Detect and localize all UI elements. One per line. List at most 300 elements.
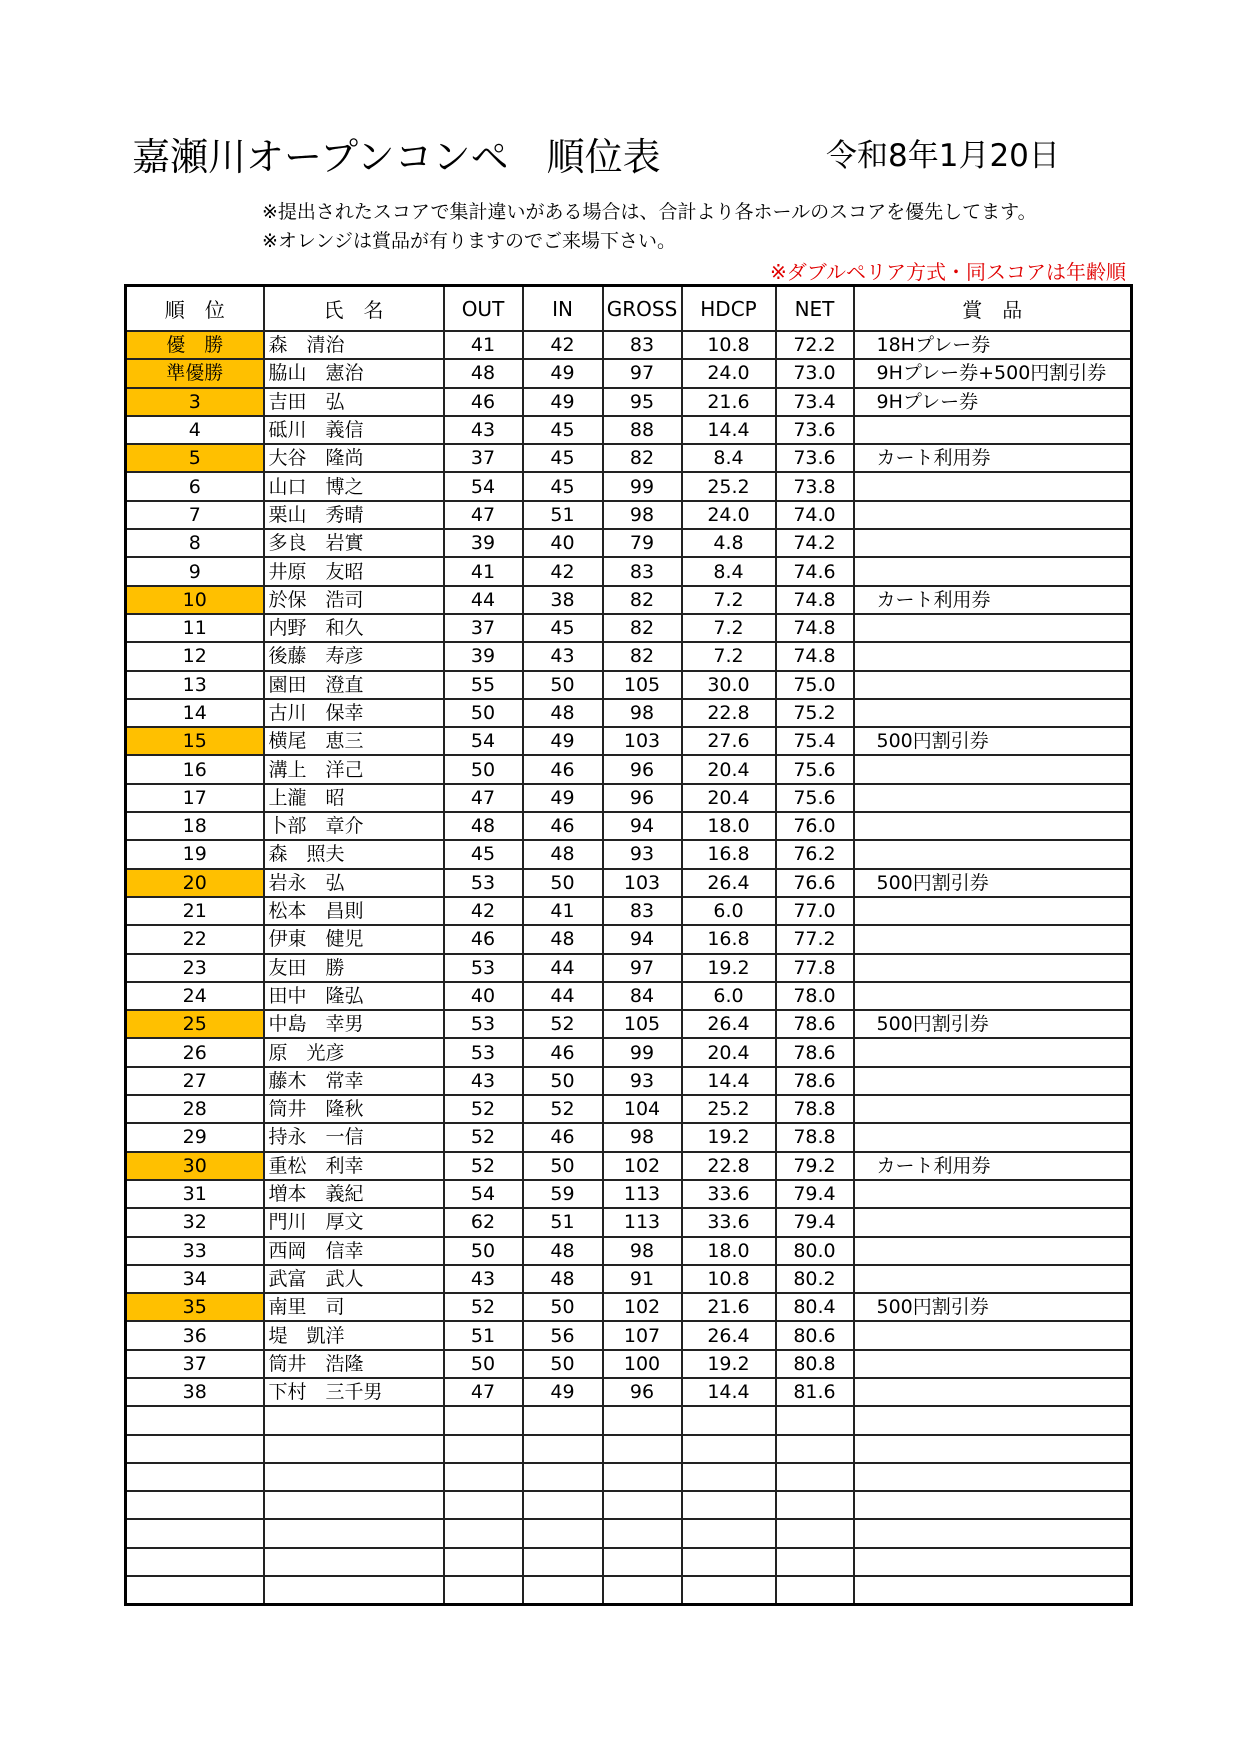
name-cell: 横尾 恵三 [264, 727, 444, 755]
gross-cell: 84 [603, 982, 682, 1010]
gross-cell: 91 [603, 1265, 682, 1293]
gross-cell: 95 [603, 388, 682, 416]
prize-cell [854, 614, 1132, 642]
prize-cell [854, 954, 1132, 982]
name-cell: 藤木 常幸 [264, 1067, 444, 1095]
prize-cell [854, 897, 1132, 925]
net-cell: 78.8 [776, 1123, 854, 1151]
col-header-net: NET [776, 286, 854, 332]
out-cell: 47 [444, 501, 523, 529]
name-cell: 卜部 章介 [264, 812, 444, 840]
prize-cell-empty [854, 1435, 1132, 1463]
hdcp-cell: 26.4 [682, 869, 776, 897]
net-cell: 78.6 [776, 1067, 854, 1095]
note-scoring-method: ※ダブルペリア方式・同スコアは年齢順 [770, 260, 1126, 284]
hdcp-cell: 33.6 [682, 1208, 776, 1236]
net-cell-empty [776, 1548, 854, 1576]
prize-cell: カート利用券 [854, 1152, 1132, 1180]
in-cell: 52 [523, 1095, 603, 1123]
rank-cell: 34 [126, 1265, 264, 1293]
gross-cell: 97 [603, 359, 682, 387]
out-cell: 47 [444, 784, 523, 812]
name-cell: 後藤 寿彦 [264, 642, 444, 670]
hdcp-cell: 14.4 [682, 1378, 776, 1406]
table-row [126, 699, 1132, 727]
out-cell-empty [444, 1435, 523, 1463]
out-cell: 54 [444, 472, 523, 500]
in-cell: 46 [523, 1038, 603, 1066]
prize-cell: 9Hプレー券+500円割引券 [854, 359, 1132, 387]
prize-cell: 500円割引券 [854, 1293, 1132, 1321]
in-cell: 48 [523, 925, 603, 953]
name-cell-empty [264, 1576, 444, 1605]
gross-cell: 104 [603, 1095, 682, 1123]
net-cell: 73.6 [776, 444, 854, 472]
in-cell: 49 [523, 359, 603, 387]
in-cell: 50 [523, 1152, 603, 1180]
in-cell: 45 [523, 444, 603, 472]
hdcp-cell: 14.4 [682, 416, 776, 444]
rank-cell: 27 [126, 1067, 264, 1095]
in-cell: 49 [523, 1378, 603, 1406]
table-row-empty [126, 1576, 1132, 1605]
net-cell: 78.6 [776, 1038, 854, 1066]
net-cell: 78.8 [776, 1095, 854, 1123]
hdcp-cell: 6.0 [682, 897, 776, 925]
table-row [126, 1038, 1132, 1066]
out-cell: 52 [444, 1095, 523, 1123]
note-orange-prize: ※オレンジは賞品が有りますのでご来場下さい。 [262, 230, 676, 252]
table-row [126, 727, 1132, 755]
hdcp-cell: 26.4 [682, 1321, 776, 1349]
name-cell: 松本 昌則 [264, 897, 444, 925]
name-cell: 重松 利幸 [264, 1152, 444, 1180]
rank-cell: 13 [126, 671, 264, 699]
rank-cell: 8 [126, 529, 264, 557]
net-cell-empty [776, 1576, 854, 1605]
hdcp-cell-empty [682, 1491, 776, 1519]
name-cell: 持永 一信 [264, 1123, 444, 1151]
prize-cell: カート利用券 [854, 586, 1132, 614]
table-row [126, 1237, 1132, 1265]
in-cell: 48 [523, 699, 603, 727]
rank-cell: 26 [126, 1038, 264, 1066]
in-cell: 48 [523, 1265, 603, 1293]
rank-cell: 19 [126, 840, 264, 868]
hdcp-cell: 10.8 [682, 331, 776, 359]
in-cell-empty [523, 1435, 603, 1463]
rank-cell-empty [126, 1576, 264, 1605]
hdcp-cell: 8.4 [682, 557, 776, 585]
in-cell: 46 [523, 812, 603, 840]
rank-cell: 17 [126, 784, 264, 812]
net-cell: 79.4 [776, 1180, 854, 1208]
out-cell: 37 [444, 614, 523, 642]
out-cell: 54 [444, 727, 523, 755]
out-cell: 46 [444, 388, 523, 416]
net-cell-empty [776, 1519, 854, 1547]
gross-cell: 82 [603, 586, 682, 614]
gross-cell: 83 [603, 331, 682, 359]
net-cell: 80.2 [776, 1265, 854, 1293]
hdcp-cell: 25.2 [682, 1095, 776, 1123]
rank-cell: 32 [126, 1208, 264, 1236]
table-row [126, 1095, 1132, 1123]
name-cell: 井原 友昭 [264, 557, 444, 585]
net-cell: 76.6 [776, 869, 854, 897]
net-cell: 80.6 [776, 1321, 854, 1349]
rank-cell: 38 [126, 1378, 264, 1406]
name-cell: 筒井 隆秋 [264, 1095, 444, 1123]
net-cell: 75.6 [776, 784, 854, 812]
out-cell: 43 [444, 416, 523, 444]
name-cell: 脇山 憲治 [264, 359, 444, 387]
gross-cell: 99 [603, 472, 682, 500]
prize-cell [854, 812, 1132, 840]
in-cell-empty [523, 1463, 603, 1491]
net-cell: 75.6 [776, 755, 854, 783]
rank-cell-empty [126, 1435, 264, 1463]
rank-cell: 5 [126, 444, 264, 472]
out-cell: 53 [444, 1010, 523, 1038]
gross-cell-empty [603, 1491, 682, 1519]
hdcp-cell: 20.4 [682, 784, 776, 812]
hdcp-cell: 21.6 [682, 388, 776, 416]
hdcp-cell: 26.4 [682, 1010, 776, 1038]
prize-cell [854, 1123, 1132, 1151]
prize-cell [854, 755, 1132, 783]
out-cell-empty [444, 1463, 523, 1491]
name-cell-empty [264, 1491, 444, 1519]
net-cell: 77.8 [776, 954, 854, 982]
in-cell: 50 [523, 1350, 603, 1378]
net-cell-empty [776, 1435, 854, 1463]
table-row [126, 1123, 1132, 1151]
col-header-out: OUT [444, 286, 523, 332]
prize-cell: 500円割引券 [854, 727, 1132, 755]
prize-cell: 9Hプレー券 [854, 388, 1132, 416]
name-cell: 砥川 義信 [264, 416, 444, 444]
rank-cell: 23 [126, 954, 264, 982]
hdcp-cell-empty [682, 1576, 776, 1605]
out-cell: 52 [444, 1293, 523, 1321]
gross-cell: 113 [603, 1208, 682, 1236]
gross-cell: 96 [603, 1378, 682, 1406]
table-row [126, 1378, 1132, 1406]
hdcp-cell: 7.2 [682, 586, 776, 614]
rank-cell: 準優勝 [126, 359, 264, 387]
prize-cell [854, 784, 1132, 812]
rank-cell: 11 [126, 614, 264, 642]
hdcp-cell: 19.2 [682, 954, 776, 982]
gross-cell-empty [603, 1435, 682, 1463]
in-cell: 40 [523, 529, 603, 557]
rank-cell: 18 [126, 812, 264, 840]
name-cell: 森 照夫 [264, 840, 444, 868]
hdcp-cell: 20.4 [682, 755, 776, 783]
gross-cell: 99 [603, 1038, 682, 1066]
hdcp-cell: 18.0 [682, 1237, 776, 1265]
table-row [126, 812, 1132, 840]
in-cell: 59 [523, 1180, 603, 1208]
name-cell-empty [264, 1463, 444, 1491]
prize-cell [854, 982, 1132, 1010]
table-row [126, 1293, 1132, 1321]
net-cell: 73.4 [776, 388, 854, 416]
name-cell: 溝上 洋己 [264, 755, 444, 783]
rank-cell: 16 [126, 755, 264, 783]
net-cell: 78.6 [776, 1010, 854, 1038]
rank-cell: 3 [126, 388, 264, 416]
gross-cell: 102 [603, 1152, 682, 1180]
table-row [126, 671, 1132, 699]
name-cell: 森 清治 [264, 331, 444, 359]
name-cell: 下村 三千男 [264, 1378, 444, 1406]
prize-cell-empty [854, 1491, 1132, 1519]
name-cell: 於保 浩司 [264, 586, 444, 614]
in-cell: 42 [523, 331, 603, 359]
out-cell: 37 [444, 444, 523, 472]
rank-cell: 31 [126, 1180, 264, 1208]
rank-cell: 33 [126, 1237, 264, 1265]
in-cell: 46 [523, 755, 603, 783]
table-row [126, 784, 1132, 812]
in-cell: 48 [523, 840, 603, 868]
ranking-table [124, 284, 1133, 1606]
table-row-empty [126, 1435, 1132, 1463]
prize-cell-empty [854, 1576, 1132, 1605]
in-cell-empty [523, 1406, 603, 1434]
out-cell: 62 [444, 1208, 523, 1236]
net-cell: 75.4 [776, 727, 854, 755]
net-cell: 73.6 [776, 416, 854, 444]
out-cell: 55 [444, 671, 523, 699]
hdcp-cell: 8.4 [682, 444, 776, 472]
table-row [126, 557, 1132, 585]
in-cell-empty [523, 1576, 603, 1605]
prize-cell [854, 557, 1132, 585]
col-header-prize: 賞 品 [854, 286, 1132, 332]
net-cell: 78.0 [776, 982, 854, 1010]
gross-cell: 94 [603, 925, 682, 953]
in-cell: 51 [523, 1208, 603, 1236]
table-header-row [126, 286, 1132, 332]
out-cell: 39 [444, 642, 523, 670]
name-cell: 古川 保幸 [264, 699, 444, 727]
gross-cell: 105 [603, 1010, 682, 1038]
prize-cell: カート利用券 [854, 444, 1132, 472]
prize-cell [854, 1067, 1132, 1095]
name-cell: 大谷 隆尚 [264, 444, 444, 472]
rank-cell: 14 [126, 699, 264, 727]
out-cell: 53 [444, 869, 523, 897]
in-cell: 50 [523, 869, 603, 897]
out-cell-empty [444, 1576, 523, 1605]
prize-cell-empty [854, 1519, 1132, 1547]
name-cell-empty [264, 1406, 444, 1434]
net-cell: 74.8 [776, 614, 854, 642]
prize-cell [854, 1321, 1132, 1349]
prize-cell [854, 642, 1132, 670]
hdcp-cell: 24.0 [682, 359, 776, 387]
prize-cell [854, 529, 1132, 557]
in-cell: 50 [523, 1067, 603, 1095]
hdcp-cell: 30.0 [682, 671, 776, 699]
rank-cell: 29 [126, 1123, 264, 1151]
name-cell: 田中 隆弘 [264, 982, 444, 1010]
net-cell: 74.8 [776, 642, 854, 670]
out-cell: 53 [444, 1038, 523, 1066]
rank-cell: 15 [126, 727, 264, 755]
table-row [126, 982, 1132, 1010]
out-cell: 41 [444, 557, 523, 585]
prize-cell-empty [854, 1406, 1132, 1434]
table-row [126, 1152, 1132, 1180]
table-row [126, 331, 1132, 359]
prize-cell: 500円割引券 [854, 1010, 1132, 1038]
name-cell: 増本 義紀 [264, 1180, 444, 1208]
net-cell: 81.6 [776, 1378, 854, 1406]
table-row [126, 388, 1132, 416]
net-cell: 74.2 [776, 529, 854, 557]
prize-cell [854, 671, 1132, 699]
prize-cell [854, 1265, 1132, 1293]
event-date: 令和8年1月20日 [826, 138, 1060, 174]
name-cell: 筒井 浩隆 [264, 1350, 444, 1378]
out-cell-empty [444, 1491, 523, 1519]
ranking-table-body [126, 331, 1132, 1605]
prize-cell [854, 1378, 1132, 1406]
rank-cell: 30 [126, 1152, 264, 1180]
table-row [126, 869, 1132, 897]
out-cell: 45 [444, 840, 523, 868]
in-cell: 42 [523, 557, 603, 585]
hdcp-cell-empty [682, 1519, 776, 1547]
rank-cell: 4 [126, 416, 264, 444]
net-cell: 79.2 [776, 1152, 854, 1180]
in-cell-empty [523, 1491, 603, 1519]
name-cell-empty [264, 1548, 444, 1576]
rank-cell: 優 勝 [126, 331, 264, 359]
table-row [126, 614, 1132, 642]
gross-cell-empty [603, 1463, 682, 1491]
in-cell: 56 [523, 1321, 603, 1349]
net-cell: 72.2 [776, 331, 854, 359]
gross-cell: 100 [603, 1350, 682, 1378]
hdcp-cell: 16.8 [682, 925, 776, 953]
out-cell: 50 [444, 1350, 523, 1378]
table-row [126, 897, 1132, 925]
hdcp-cell: 20.4 [682, 1038, 776, 1066]
table-row [126, 359, 1132, 387]
gross-cell: 98 [603, 1123, 682, 1151]
hdcp-cell: 19.2 [682, 1123, 776, 1151]
table-row-empty [126, 1519, 1132, 1547]
prize-cell [854, 699, 1132, 727]
col-header-rank: 順 位 [126, 286, 264, 332]
in-cell: 51 [523, 501, 603, 529]
table-row [126, 954, 1132, 982]
gross-cell: 98 [603, 1237, 682, 1265]
prize-cell [854, 925, 1132, 953]
table-row [126, 1321, 1132, 1349]
rank-cell: 35 [126, 1293, 264, 1321]
page-title: 嘉瀬川オープンコンペ 順位表 [132, 135, 661, 179]
net-cell-empty [776, 1406, 854, 1434]
out-cell: 50 [444, 699, 523, 727]
hdcp-cell: 4.8 [682, 529, 776, 557]
out-cell-empty [444, 1548, 523, 1576]
net-cell: 74.8 [776, 586, 854, 614]
note-score-priority: ※提出されたスコアで集計違いがある場合は、合計より各ホールのスコアを優先してます。 [262, 201, 1037, 223]
hdcp-cell: 33.6 [682, 1180, 776, 1208]
table-row [126, 472, 1132, 500]
name-cell: 西岡 信幸 [264, 1237, 444, 1265]
name-cell: 上瀧 昭 [264, 784, 444, 812]
hdcp-cell: 24.0 [682, 501, 776, 529]
gross-cell: 96 [603, 784, 682, 812]
prize-cell [854, 1237, 1132, 1265]
net-cell-empty [776, 1491, 854, 1519]
gross-cell: 88 [603, 416, 682, 444]
net-cell: 74.0 [776, 501, 854, 529]
in-cell: 41 [523, 897, 603, 925]
prize-cell [854, 1038, 1132, 1066]
rank-cell-empty [126, 1463, 264, 1491]
rank-cell: 6 [126, 472, 264, 500]
out-cell: 48 [444, 359, 523, 387]
in-cell: 45 [523, 416, 603, 444]
gross-cell: 103 [603, 727, 682, 755]
out-cell: 52 [444, 1152, 523, 1180]
in-cell-empty [523, 1519, 603, 1547]
net-cell: 75.2 [776, 699, 854, 727]
hdcp-cell-empty [682, 1548, 776, 1576]
hdcp-cell: 22.8 [682, 1152, 776, 1180]
rank-cell: 7 [126, 501, 264, 529]
rank-cell-empty [126, 1491, 264, 1519]
table-row [126, 444, 1132, 472]
net-cell: 76.2 [776, 840, 854, 868]
rank-cell: 9 [126, 557, 264, 585]
col-header-hdcp: HDCP [682, 286, 776, 332]
name-cell: 堤 凱洋 [264, 1321, 444, 1349]
table-row [126, 840, 1132, 868]
net-cell: 75.0 [776, 671, 854, 699]
name-cell: 伊東 健児 [264, 925, 444, 953]
col-header-gross: GROSS [603, 286, 682, 332]
gross-cell: 103 [603, 869, 682, 897]
prize-cell [854, 472, 1132, 500]
table-row [126, 1350, 1132, 1378]
in-cell: 49 [523, 388, 603, 416]
gross-cell: 102 [603, 1293, 682, 1321]
gross-cell: 107 [603, 1321, 682, 1349]
hdcp-cell: 19.2 [682, 1350, 776, 1378]
table-row [126, 416, 1132, 444]
table-row [126, 1180, 1132, 1208]
out-cell: 40 [444, 982, 523, 1010]
name-cell-empty [264, 1435, 444, 1463]
rank-cell: 21 [126, 897, 264, 925]
name-cell: 吉田 弘 [264, 388, 444, 416]
net-cell: 77.2 [776, 925, 854, 953]
out-cell: 42 [444, 897, 523, 925]
in-cell: 48 [523, 1237, 603, 1265]
net-cell: 76.0 [776, 812, 854, 840]
in-cell-empty [523, 1548, 603, 1576]
hdcp-cell-empty [682, 1463, 776, 1491]
